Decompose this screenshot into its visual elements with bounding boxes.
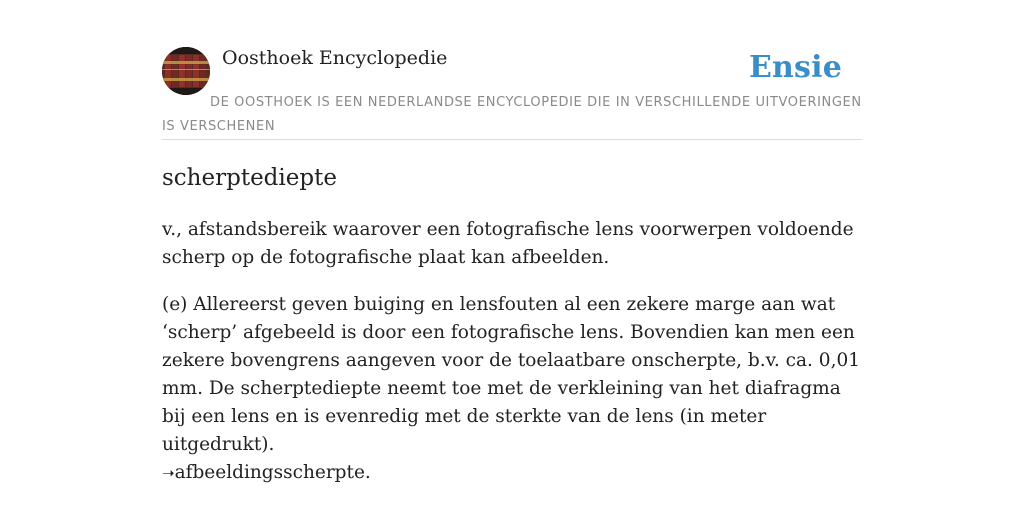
cross-reference-label: afbeeldingsscherpte [174,462,365,483]
entry-content [162,216,862,506]
cross-reference-link[interactable] [162,462,365,483]
encyclopedia-avatar[interactable] [162,47,210,95]
entry-body-text: (e) Allereerst geven buiging en lensfouten al een zekere marge aan wat ‘scherp’ afgebeeld is door een fotografische lens. Bovendien kan men een zekere bovengrens aangeven voor de toelaatbare onscherpte, b.v. ca. 0,01 mm. De scherptediepte neemt toe met de verkleining van het diafragma bij een lens en is evenredig met de sterkte van de lens (in meter uitgedrukt). [162,294,860,455]
brand-logo[interactable]: Ensie [748,50,842,85]
source-description: DE OOSTHOEK IS EEN NEDERLANDSE ENCYCLOPEDIE DIE IN VERSCHILLENDE UITVOERINGEN IS VERSCHENEN [162,95,862,134]
entry-definition: v., afstandsbereik waarover een fotografische lens voorwerpen voldoende scherp op de fotografische plaat kan afbeelden. [162,219,854,268]
cross-reference-suffix: . [364,462,371,483]
entry-title: scherptediepte [162,165,337,191]
source-header [162,46,862,140]
source-title[interactable]: Oosthoek Encyclopedie [222,47,448,69]
entry-body [162,291,862,487]
encyclopedia-books-icon [162,47,210,95]
arrow-right-icon: ➝ [162,464,175,482]
